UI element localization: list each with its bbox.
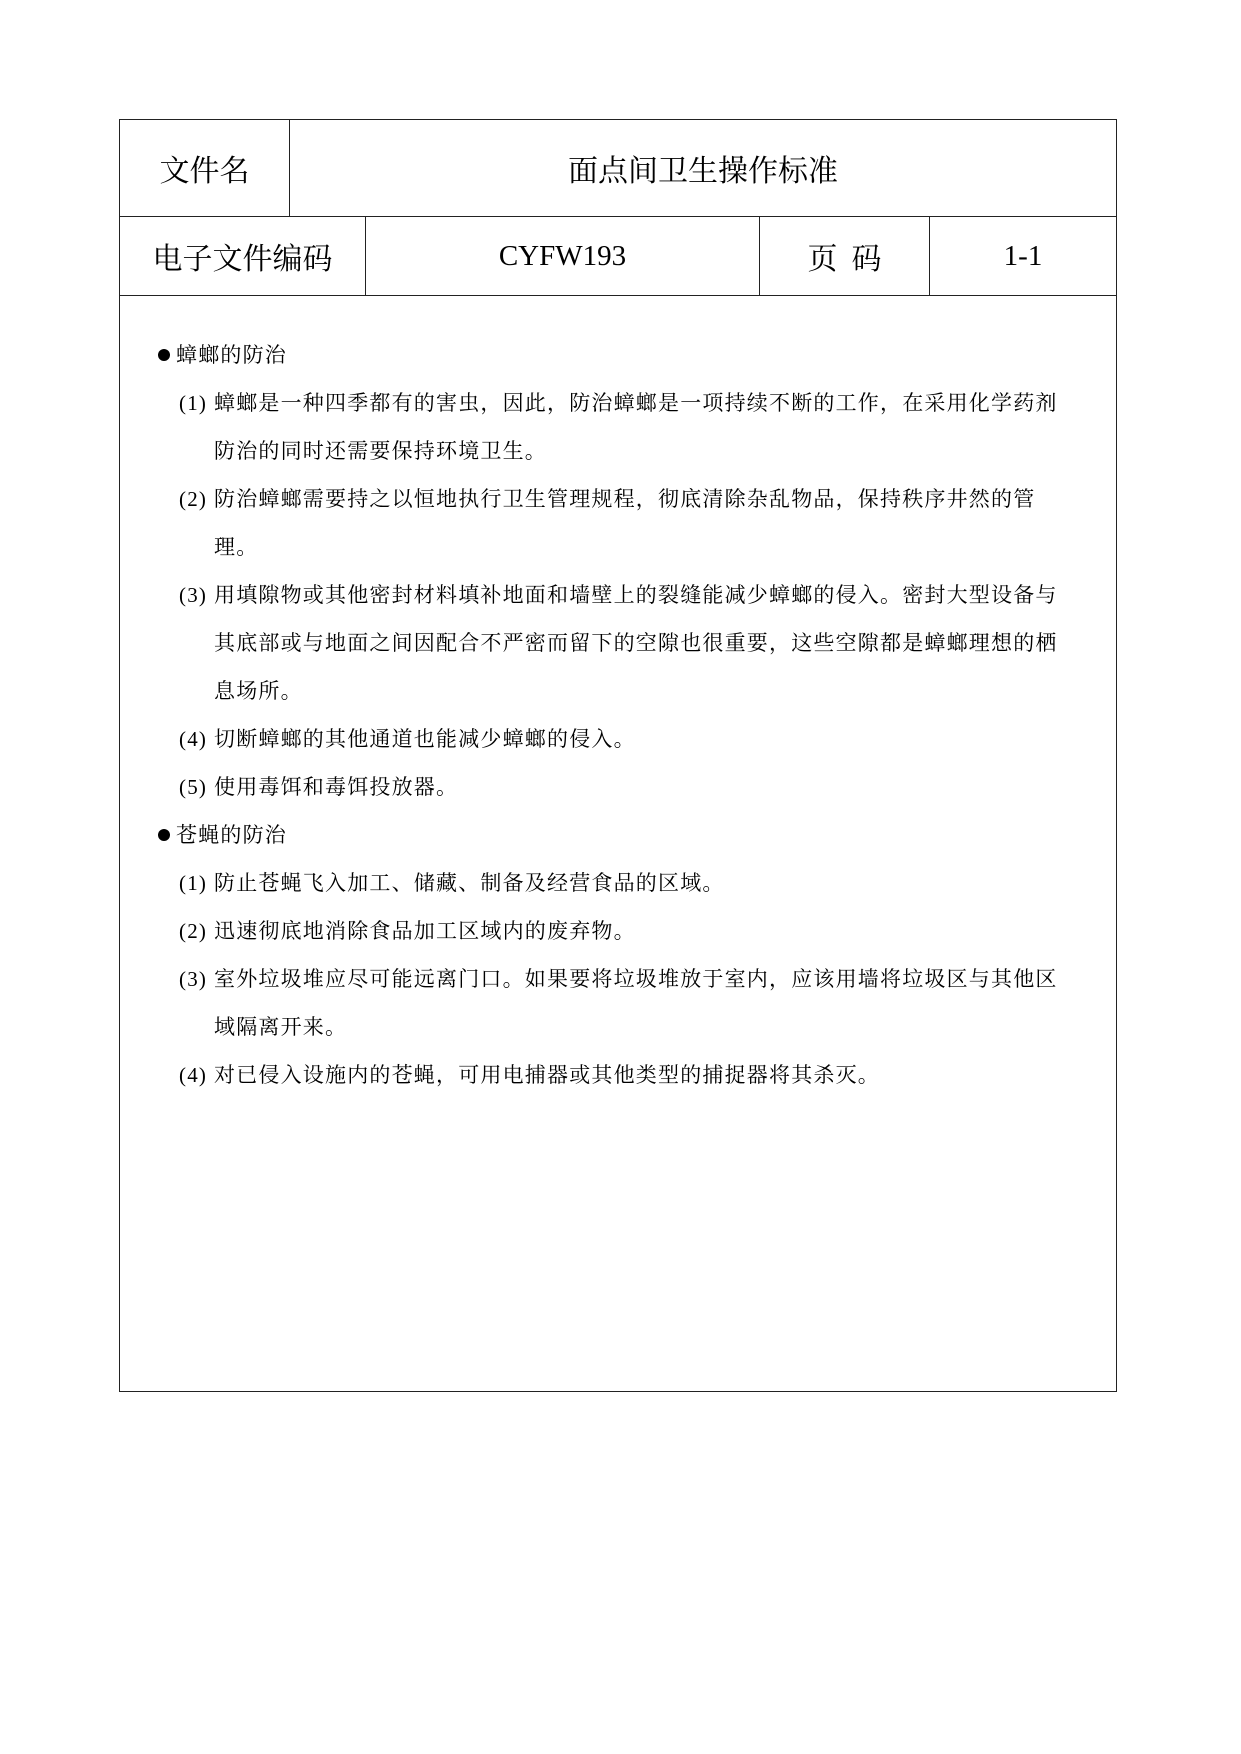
list-item (158, 379, 1066, 475)
item-number: (3) (179, 583, 208, 607)
item-number: (1) (179, 391, 208, 415)
item-text: 用填隙物或其他密封材料填补地面和墙壁上的裂缝能减少蟑螂的侵入。密封大型设备与其底部或与地面之间因配合不严密而留下的空隙也很重要，这些空隙都是蟑螂理想的栖息场所。 (214, 583, 1058, 703)
list-item (158, 475, 1066, 571)
section-title-text: 苍蝇的防治 (176, 823, 287, 847)
section-title-fly (158, 811, 1066, 859)
list-item (158, 1051, 1066, 1099)
filename-label: 文件名 (120, 120, 290, 216)
list-item (158, 763, 1066, 811)
header-row-filename (120, 120, 1116, 217)
bullet-icon (158, 829, 170, 841)
item-text: 对已侵入设施内的苍蝇，可用电捕器或其他类型的捕捉器将其杀灭。 (214, 1063, 880, 1087)
filename-value: 面点间卫生操作标准 (568, 154, 838, 189)
list-item (158, 955, 1066, 1051)
item-number: (4) (179, 1063, 208, 1087)
page-value: 1-1 (1003, 239, 1043, 272)
item-number: (5) (179, 775, 208, 799)
section-title-text: 蟑螂的防治 (176, 343, 287, 367)
item-number: (2) (179, 487, 208, 511)
item-number: (4) (179, 727, 208, 751)
item-number: (3) (179, 967, 208, 991)
file-code-label: 电子文件编码 (120, 217, 366, 295)
file-code-value: CYFW193 (366, 217, 760, 295)
item-text: 室外垃圾堆应尽可能远离门口。如果要将垃圾堆放于室内，应该用墙将垃圾区与其他区域隔离开来。 (214, 967, 1058, 1039)
document-body (120, 296, 1116, 1099)
document-frame (119, 119, 1117, 1392)
list-item (158, 715, 1066, 763)
item-text: 迅速彻底地消除食品加工区域内的废弃物。 (214, 919, 636, 943)
item-text: 蟑螂是一种四季都有的害虫，因此，防治蟑螂是一项持续不断的工作，在采用化学药剂防治的同时还需要保持环境卫生。 (214, 391, 1058, 463)
item-text: 防治蟑螂需要持之以恒地执行卫生管理规程，彻底清除杂乱物品，保持秩序井然的管理。 (214, 487, 1036, 559)
section-title-cockroach (158, 331, 1066, 379)
list-item (158, 571, 1066, 715)
item-text: 切断蟑螂的其他通道也能减少蟑螂的侵入。 (214, 727, 636, 751)
item-text: 使用毒饵和毒饵投放器。 (214, 775, 459, 799)
item-text: 防止苍蝇飞入加工、储藏、制备及经营食品的区域。 (214, 871, 725, 895)
header-row-code (120, 217, 1116, 296)
page-label: 页码 (760, 217, 930, 295)
bullet-icon (158, 349, 170, 361)
list-item (158, 907, 1066, 955)
item-number: (1) (179, 871, 208, 895)
item-number: (2) (179, 919, 208, 943)
list-item (158, 859, 1066, 907)
